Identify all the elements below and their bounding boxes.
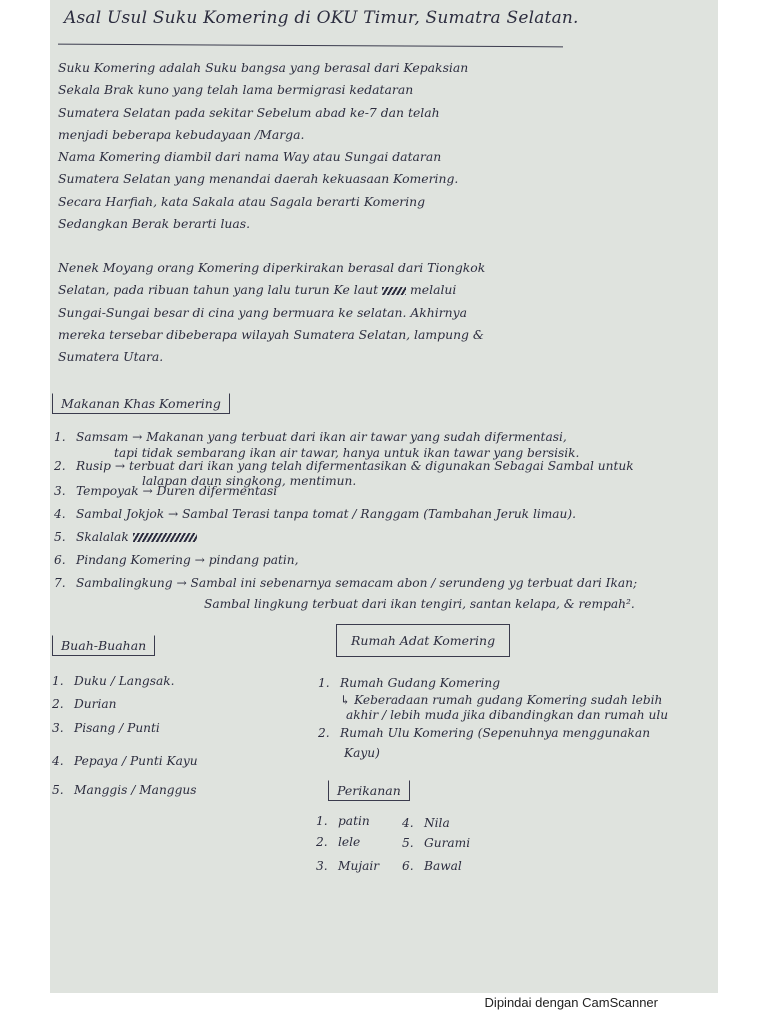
list-item <box>54 553 299 567</box>
list-item-continuation: ↳ Keberadaan rumah gudang Komering sudah lebih <box>340 693 663 707</box>
section-heading-buah: Buah-Buahan <box>52 635 155 656</box>
list-item <box>54 430 567 444</box>
item-text: Rumah Gudang Komering <box>340 676 501 690</box>
item-text: Nila <box>424 816 450 830</box>
item-text: Pisang / Punti <box>74 721 160 735</box>
list-item <box>316 859 379 873</box>
item-text: Duku / Langsak. <box>74 674 175 688</box>
list-item <box>318 726 650 740</box>
text-segment: Selatan, pada ribuan tahun yang lalu turun Ke laut <box>58 282 379 298</box>
buah-list <box>52 674 312 804</box>
text-line: Suku Komering adalah Suku bangsa yang berasal dari Kepaksian <box>58 60 469 75</box>
paragraph-ancestry <box>58 257 713 368</box>
text-line: menjadi beberapa kebudayaan /Marga. <box>58 126 305 142</box>
makanan-list <box>54 430 714 620</box>
item-number: 2. <box>54 459 66 473</box>
item-text: Sambalingkung → Sambal ini sebenarnya semacam abon / serundeng yg terbuat dari Ikan; <box>76 576 638 590</box>
list-item <box>402 859 462 873</box>
item-text: Gurami <box>424 836 471 850</box>
list-item-continuation: lalapan daun singkong, mentimun. <box>142 474 357 488</box>
list-item <box>54 530 197 544</box>
text-line <box>58 279 713 301</box>
item-number: 4. <box>402 816 414 830</box>
list-item <box>54 576 637 590</box>
item-number: 1. <box>54 430 66 444</box>
list-item <box>318 676 500 690</box>
list-item-continuation: Kayu) <box>344 746 380 760</box>
item-text: Pindang Komering → pindang patin, <box>76 553 299 567</box>
section-heading-makanan: Makanan Khas Komering <box>52 393 230 414</box>
item-number: 1. <box>52 674 64 688</box>
item-number: 3. <box>54 484 66 498</box>
item-text: patin <box>338 814 370 828</box>
text-line: Sumatera Selatan yang menandai daerah kekuasaan Komering. <box>58 171 459 187</box>
item-number: 7. <box>54 576 66 590</box>
item-number: 2. <box>316 835 328 849</box>
page-title: Asal Usul Suku Komering di OKU Timur, Sumatra Selatan. <box>64 8 579 28</box>
text-line: Sumatera Utara. <box>58 349 164 365</box>
perikanan-list-col2 <box>402 816 502 886</box>
text-line: Sumatera Selatan pada sekitar Sebelum abad ke-7 dan telah <box>58 104 440 120</box>
list-item <box>52 721 160 735</box>
list-item <box>52 754 198 768</box>
item-text: Samsam → Makanan yang terbuat dari ikan air tawar yang sudah difermentasi, <box>76 430 567 444</box>
item-text: Durian <box>74 697 117 711</box>
list-item <box>402 836 470 850</box>
item-text: Skalalak <box>76 530 129 544</box>
item-number: 6. <box>402 859 414 873</box>
list-item <box>316 835 360 849</box>
item-number: 3. <box>52 721 64 735</box>
crossed-out-word <box>382 287 406 295</box>
section-heading-rumah: Rumah Adat Komering <box>336 624 510 657</box>
scanned-page <box>50 0 718 993</box>
item-number: 6. <box>54 553 66 567</box>
item-text: Pepaya / Punti Kayu <box>74 754 198 768</box>
crossed-out-text <box>133 533 197 542</box>
text-line: Sekala Brak kuno yang telah lama bermigrasi kedataran <box>58 82 414 98</box>
list-item <box>52 697 116 711</box>
item-text: lele <box>338 835 361 849</box>
text-line: Nama Komering diambil dari nama Way atau Sungai dataran <box>58 149 442 165</box>
item-number: 5. <box>402 836 414 850</box>
text-line: Sungai-Sungai besar di cina yang bermuara ke selatan. Akhirnya <box>58 304 468 320</box>
item-text: Mujair <box>338 859 380 873</box>
item-number: 2. <box>318 726 330 740</box>
perikanan-list-col1 <box>316 814 416 884</box>
list-item <box>52 783 197 797</box>
item-number: 2. <box>52 697 64 711</box>
text-line: Nenek Moyang orang Komering diperkirakan berasal dari Tiongkok <box>58 260 486 275</box>
item-text: Manggis / Manggus <box>74 783 197 797</box>
text-line: mereka tersebar dibeberapa wilayah Sumatera Selatan, lampung & <box>58 326 484 342</box>
list-item-continuation: Sambal lingkung terbuat dari ikan tengiri, santan kelapa, & rempah². <box>204 597 635 611</box>
title-underline <box>58 44 563 48</box>
item-number: 5. <box>52 783 64 797</box>
paragraph-origin <box>58 57 713 235</box>
text-line: Sedangkan Berak berarti luas. <box>58 216 251 232</box>
item-number: 4. <box>54 507 66 521</box>
item-text: Rumah Ulu Komering (Sepenuhnya menggunakan <box>340 726 651 740</box>
list-item-continuation: akhir / lebih muda jika dibandingkan dan rumah ulu <box>346 708 669 722</box>
item-text: Bawal <box>424 859 462 873</box>
text-segment: melalui <box>410 282 457 298</box>
text-line: Secara Harfiah, kata Sakala atau Sagala berarti Komering <box>58 193 426 209</box>
list-item <box>402 816 450 830</box>
scanner-watermark: Dipindai dengan CamScanner <box>484 995 658 1010</box>
item-text: Tempoyak → Duren difermentasi <box>76 484 278 498</box>
rumah-list <box>318 676 716 766</box>
list-item <box>52 674 175 688</box>
list-item <box>54 484 277 498</box>
item-number: 1. <box>318 676 330 690</box>
item-number: 4. <box>52 754 64 768</box>
item-text: Sambal Jokjok → Sambal Terasi tanpa tomat / Ranggam (Tambahan Jeruk limau). <box>76 507 577 521</box>
section-heading-perikanan: Perikanan <box>328 780 410 801</box>
item-text: Rusip → terbuat dari ikan yang telah difermentasikan & digunakan Sebagai Sambal untuk <box>76 459 634 473</box>
item-number: 1. <box>316 814 328 828</box>
item-number: 5. <box>54 530 66 544</box>
list-item <box>54 459 634 473</box>
list-item <box>316 814 370 828</box>
item-number: 3. <box>316 859 328 873</box>
list-item <box>54 507 576 521</box>
list-item-continuation: tapi tidak sembarang ikan air tawar, hanya untuk ikan tawar yang bersisik. <box>114 446 580 460</box>
